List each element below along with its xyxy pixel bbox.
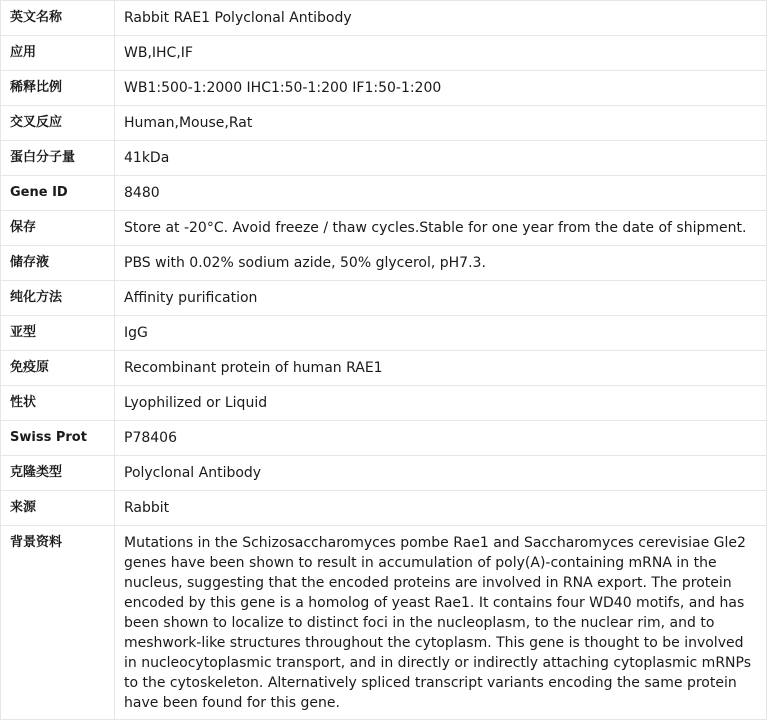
row-gene-id bbox=[1, 176, 767, 211]
field-label: 保存 bbox=[1, 211, 115, 246]
row-swiss-prot bbox=[1, 421, 767, 456]
field-value: Polyclonal Antibody bbox=[115, 456, 767, 491]
field-label: 亚型 bbox=[1, 316, 115, 351]
field-label: 应用 bbox=[1, 36, 115, 71]
field-value: Human,Mouse,Rat bbox=[115, 106, 767, 141]
background-description: Mutations in the Schizosaccharomyces pombe Rae1 and Saccharomyces cerevisiae Gle2 genes have been shown to result in accumulation of poly(A)-containing mRNA in the nucleus, suggesting that the encoded proteins are involved in RNA export. The protein encoded by this gene is a homolog of yeast Rae1. It contains four WD40 motifs, and has been shown to localize to distinct foci in the nucleoplasm, to the nuclear rim, and to meshwork-like structures throughout the cytoplasm. This gene is thought to be involved in nucleocytoplasmic transport, and in directly or indirectly attaching cytoplasmic mRNPs to the cytoskeleton. Alternatively spliced transcript variants encoding the same protein have been found for this gene. bbox=[115, 526, 767, 720]
field-value: WB,IHC,IF bbox=[115, 36, 767, 71]
row-reactivity bbox=[1, 106, 767, 141]
field-label: Gene ID bbox=[1, 176, 115, 211]
field-label: 免疫原 bbox=[1, 351, 115, 386]
row-isotype bbox=[1, 316, 767, 351]
field-value: PBS with 0.02% sodium azide, 50% glycerol, pH7.3. bbox=[115, 246, 767, 281]
row-storage bbox=[1, 211, 767, 246]
row-buffer bbox=[1, 246, 767, 281]
row-immunogen bbox=[1, 351, 767, 386]
field-label: 英文名称 bbox=[1, 1, 115, 36]
row-dilution bbox=[1, 71, 767, 106]
row-host bbox=[1, 491, 767, 526]
field-value: Rabbit bbox=[115, 491, 767, 526]
field-label: 背景资料 bbox=[1, 526, 115, 720]
field-value: Store at -20°C. Avoid freeze / thaw cycles.Stable for one year from the date of shipment. bbox=[115, 211, 767, 246]
field-value: Rabbit RAE1 Polyclonal Antibody bbox=[115, 1, 767, 36]
field-label: 交叉反应 bbox=[1, 106, 115, 141]
row-clonality bbox=[1, 456, 767, 491]
field-label: 储存液 bbox=[1, 246, 115, 281]
field-value: Recombinant protein of human RAE1 bbox=[115, 351, 767, 386]
row-background bbox=[1, 526, 767, 720]
field-value: WB1:500-1:2000 IHC1:50-1:200 IF1:50-1:200 bbox=[115, 71, 767, 106]
row-purification bbox=[1, 281, 767, 316]
field-value: Affinity purification bbox=[115, 281, 767, 316]
field-label: 性状 bbox=[1, 386, 115, 421]
row-application bbox=[1, 36, 767, 71]
field-value: 8480 bbox=[115, 176, 767, 211]
field-value: Lyophilized or Liquid bbox=[115, 386, 767, 421]
field-label: 来源 bbox=[1, 491, 115, 526]
row-english-name bbox=[1, 1, 767, 36]
field-label: 克隆类型 bbox=[1, 456, 115, 491]
field-label: 蛋白分子量 bbox=[1, 141, 115, 176]
field-label: 稀释比例 bbox=[1, 71, 115, 106]
field-label: Swiss Prot bbox=[1, 421, 115, 456]
row-molecular-weight bbox=[1, 141, 767, 176]
row-form bbox=[1, 386, 767, 421]
field-value: IgG bbox=[115, 316, 767, 351]
field-value: 41kDa bbox=[115, 141, 767, 176]
field-value: P78406 bbox=[115, 421, 767, 456]
field-label: 纯化方法 bbox=[1, 281, 115, 316]
